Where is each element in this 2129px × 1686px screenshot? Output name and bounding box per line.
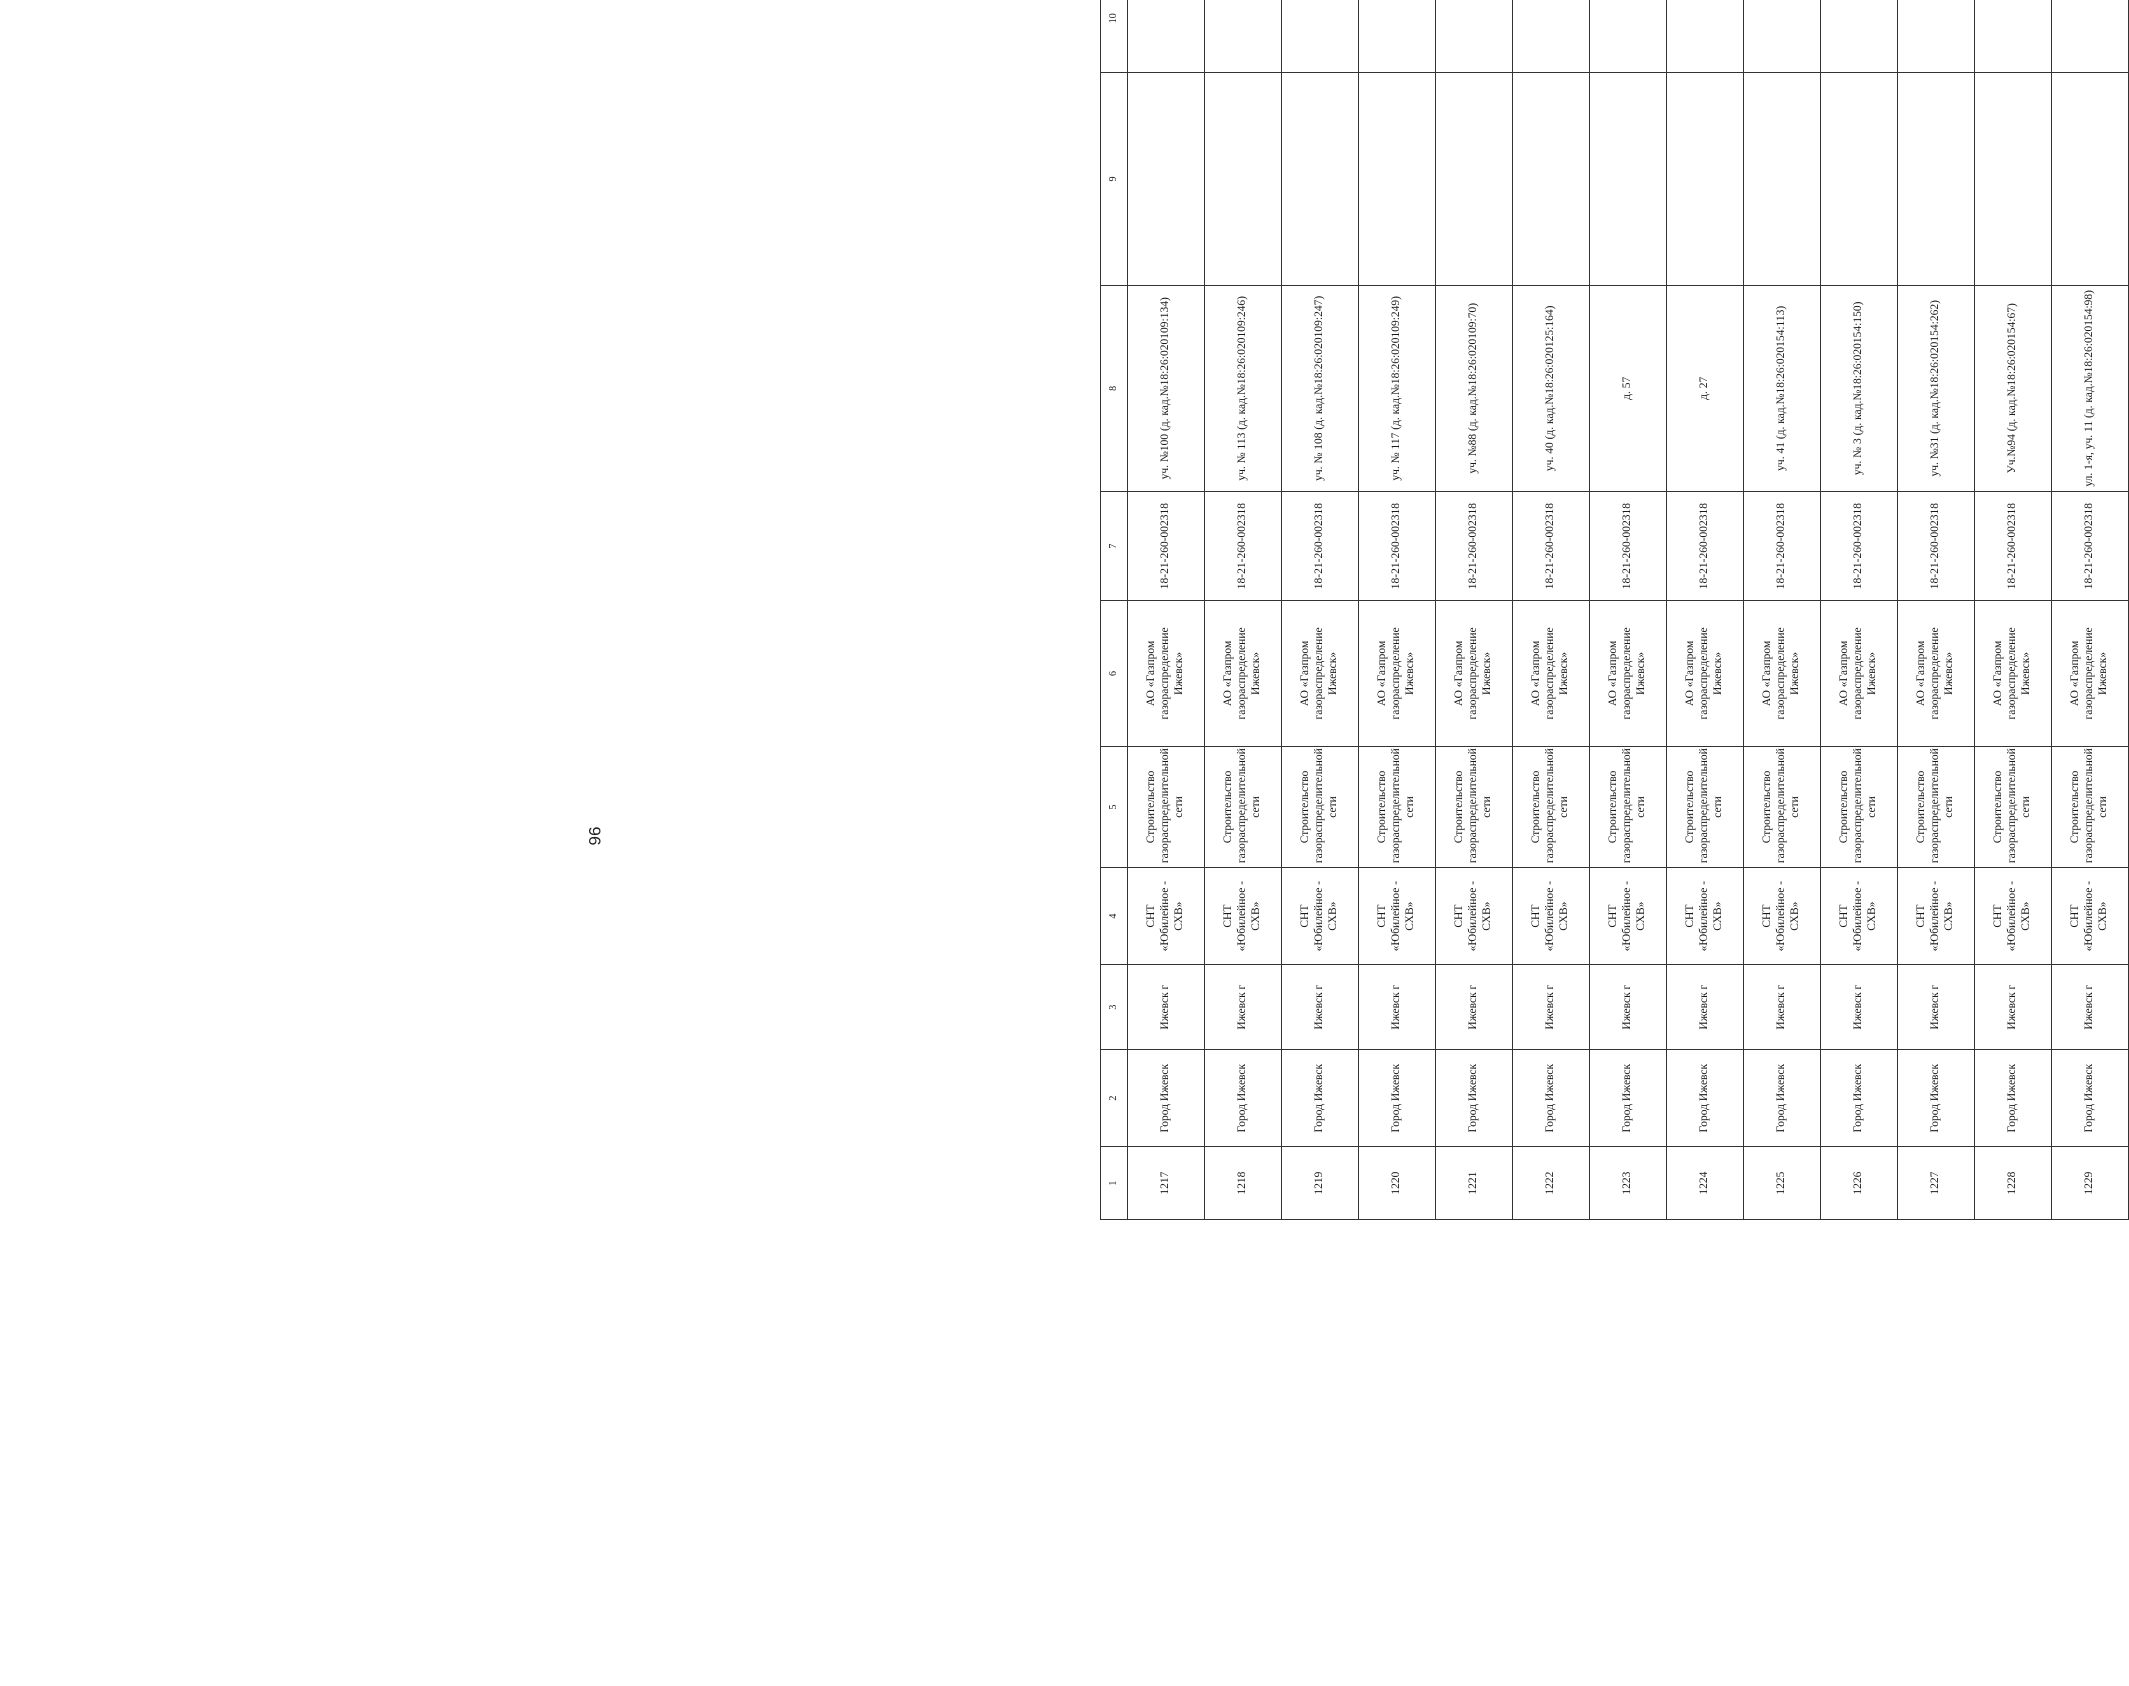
registry-code-cell: 18-21-260-002318 (1898, 491, 1975, 600)
column-number: 8 (1101, 285, 1128, 491)
address-cell: д. 27 (1667, 285, 1744, 491)
empty-cell-10 (2052, 0, 2129, 73)
work-type-cell: Строительство газораспределительной сети (1898, 746, 1975, 867)
municipality-cell: Город Ижевск (1513, 1050, 1590, 1147)
registry-code-cell: 18-21-260-002318 (1436, 491, 1513, 600)
address-cell: уч. №88 (д. кад.№18:26:020109:70) (1436, 285, 1513, 491)
column-number: 1 (1101, 1147, 1128, 1220)
work-type-cell: Строительство газораспределительной сети (1744, 746, 1821, 867)
table-row (1898, 0, 1975, 1220)
object-name-cell: СНТ «Юбилейное - СХВ» (1359, 868, 1436, 965)
organization-cell: АО «Газпром газораспределение Ижевск» (1128, 601, 1205, 747)
row-number-cell: 1228 (1975, 1147, 2052, 1220)
registry-code-cell: 18-21-260-002318 (1359, 491, 1436, 600)
column-number-row (1101, 0, 1128, 1220)
municipality-cell: Город Ижевск (1205, 1050, 1282, 1147)
table-row (1821, 0, 1898, 1220)
address-cell: уч. 40 (д. кад.№18:26:020125:164) (1513, 285, 1590, 491)
settlement-cell: Ижевск г (1513, 965, 1590, 1050)
work-type-cell: Строительство газораспределительной сети (1205, 746, 1282, 867)
municipality-cell: Город Ижевск (1359, 1050, 1436, 1147)
registry-code-cell: 18-21-260-002318 (2052, 491, 2129, 600)
object-name-cell: СНТ «Юбилейное - СХВ» (1898, 868, 1975, 965)
settlement-cell: Ижевск г (1821, 965, 1898, 1050)
column-number: 6 (1101, 601, 1128, 747)
table-row (1128, 0, 1205, 1220)
empty-cell-9 (1359, 73, 1436, 285)
organization-cell: АО «Газпром газораспределение Ижевск» (1513, 601, 1590, 747)
organization-cell: АО «Газпром газораспределение Ижевск» (1359, 601, 1436, 747)
object-name-cell: СНТ «Юбилейное - СХВ» (1744, 868, 1821, 965)
empty-cell-9 (1667, 73, 1744, 285)
registry-code-cell: 18-21-260-002318 (1821, 491, 1898, 600)
settlement-cell: Ижевск г (1744, 965, 1821, 1050)
column-number: 5 (1101, 746, 1128, 867)
object-name-cell: СНТ «Юбилейное - СХВ» (1590, 868, 1667, 965)
empty-cell-10 (1667, 0, 1744, 73)
work-type-cell: Строительство газораспределительной сети (1128, 746, 1205, 867)
organization-cell: АО «Газпром газораспределение Ижевск» (1975, 601, 2052, 747)
address-cell: д. 57 (1590, 285, 1667, 491)
table-row (1744, 0, 1821, 1220)
object-name-cell: СНТ «Юбилейное - СХВ» (1667, 868, 1744, 965)
row-number-cell: 1219 (1282, 1147, 1359, 1220)
registry-code-cell: 18-21-260-002318 (1590, 491, 1667, 600)
work-type-cell: Строительство газораспределительной сети (1513, 746, 1590, 867)
work-type-cell: Строительство газораспределительной сети (1282, 746, 1359, 867)
table-row (1590, 0, 1667, 1220)
table-body (1128, 0, 2129, 1220)
address-cell: уч. № 113 (д. кад.№18:26:020109:246) (1205, 285, 1282, 491)
table-row (2052, 0, 2129, 1220)
row-number-cell: 1224 (1667, 1147, 1744, 1220)
column-number: 7 (1101, 491, 1128, 600)
empty-cell-10 (1898, 0, 1975, 73)
address-cell: уч. №100 (д. кад.№18:26:020109:134) (1128, 285, 1205, 491)
table-row (1205, 0, 1282, 1220)
empty-cell-9 (1436, 73, 1513, 285)
empty-cell-9 (1744, 73, 1821, 285)
organization-cell: АО «Газпром газораспределение Ижевск» (1667, 601, 1744, 747)
municipality-cell: Город Ижевск (1282, 1050, 1359, 1147)
column-number: 9 (1101, 73, 1128, 285)
row-number-cell: 1220 (1359, 1147, 1436, 1220)
settlement-cell: Ижевск г (1359, 965, 1436, 1050)
organization-cell: АО «Газпром газораспределение Ижевск» (1282, 601, 1359, 747)
address-cell: уч. № 3 (д. кад.№18:26:020154:150) (1821, 285, 1898, 491)
settlement-cell: Ижевск г (1975, 965, 2052, 1050)
work-type-cell: Строительство газораспределительной сети (1821, 746, 1898, 867)
row-number-cell: 1226 (1821, 1147, 1898, 1220)
empty-cell-9 (2052, 73, 2129, 285)
column-number: 4 (1101, 868, 1128, 965)
table-row (1513, 0, 1590, 1220)
registry-code-cell: 18-21-260-002318 (1744, 491, 1821, 600)
empty-cell-9 (1513, 73, 1590, 285)
table-row (1667, 0, 1744, 1220)
municipality-cell: Город Ижевск (1590, 1050, 1667, 1147)
object-name-cell: СНТ «Юбилейное - СХВ» (1436, 868, 1513, 965)
registry-code-cell: 18-21-260-002318 (1205, 491, 1282, 600)
empty-cell-9 (1128, 73, 1205, 285)
organization-cell: АО «Газпром газораспределение Ижевск» (2052, 601, 2129, 747)
work-type-cell: Строительство газораспределительной сети (1590, 746, 1667, 867)
empty-cell-10 (1975, 0, 2052, 73)
empty-cell-10 (1282, 0, 1359, 73)
address-cell: уч. № 117 (д. кад.№18:26:020109:249) (1359, 285, 1436, 491)
empty-cell-10 (1359, 0, 1436, 73)
object-name-cell: СНТ «Юбилейное - СХВ» (1282, 868, 1359, 965)
work-type-cell: Строительство газораспределительной сети (1667, 746, 1744, 867)
municipality-cell: Город Ижевск (1975, 1050, 2052, 1147)
settlement-cell: Ижевск г (1590, 965, 1667, 1050)
registry-code-cell: 18-21-260-002318 (1128, 491, 1205, 600)
municipality-cell: Город Ижевск (1436, 1050, 1513, 1147)
object-name-cell: СНТ «Юбилейное - СХВ» (2052, 868, 2129, 965)
registry-code-cell: 18-21-260-002318 (1667, 491, 1744, 600)
settlement-cell: Ижевск г (1436, 965, 1513, 1050)
empty-cell-9 (1282, 73, 1359, 285)
registry-code-cell: 18-21-260-002318 (1282, 491, 1359, 600)
empty-cell-10 (1128, 0, 1205, 73)
column-number: 3 (1101, 965, 1128, 1050)
address-cell: ул. 1-я, уч. 11 (д. кад.№18:26:020154:98) (2052, 285, 2129, 491)
organization-cell: АО «Газпром газораспределение Ижевск» (1205, 601, 1282, 747)
object-name-cell: СНТ «Юбилейное - СХВ» (1975, 868, 2052, 965)
registry-code-cell: 18-21-260-002318 (1513, 491, 1590, 600)
empty-cell-10 (1590, 0, 1667, 73)
settlement-cell: Ижевск г (1667, 965, 1744, 1050)
registry-code-cell: 18-21-260-002318 (1975, 491, 2052, 600)
work-type-cell: Строительство газораспределительной сети (2052, 746, 2129, 867)
registry-table (1100, 0, 2129, 1220)
column-number: 2 (1101, 1050, 1128, 1147)
empty-cell-10 (1744, 0, 1821, 73)
municipality-cell: Город Ижевск (1667, 1050, 1744, 1147)
organization-cell: АО «Газпром газораспределение Ижевск» (1590, 601, 1667, 747)
settlement-cell: Ижевск г (1282, 965, 1359, 1050)
municipality-cell: Город Ижевск (1128, 1050, 1205, 1147)
object-name-cell: СНТ «Юбилейное - СХВ» (1128, 868, 1205, 965)
work-type-cell: Строительство газораспределительной сети (1436, 746, 1513, 867)
empty-cell-9 (1898, 73, 1975, 285)
empty-cell-9 (1821, 73, 1898, 285)
address-cell: Уч.№94 (д. кад.№18:26:020154:67) (1975, 285, 2052, 491)
municipality-cell: Город Ижевск (1744, 1050, 1821, 1147)
settlement-cell: Ижевск г (1898, 965, 1975, 1050)
municipality-cell: Город Ижевск (2052, 1050, 2129, 1147)
municipality-cell: Город Ижевск (1821, 1050, 1898, 1147)
table-row (1359, 0, 1436, 1220)
organization-cell: АО «Газпром газораспределение Ижевск» (1436, 601, 1513, 747)
organization-cell: АО «Газпром газораспределение Ижевск» (1821, 601, 1898, 747)
table-row (1436, 0, 1513, 1220)
empty-cell-10 (1205, 0, 1282, 73)
empty-cell-9 (1205, 73, 1282, 285)
work-type-cell: Строительство газораспределительной сети (1975, 746, 2052, 867)
empty-cell-9 (1975, 73, 2052, 285)
registry-table-container (1100, 0, 2109, 1220)
object-name-cell: СНТ «Юбилейное - СХВ» (1205, 868, 1282, 965)
empty-cell-9 (1590, 73, 1667, 285)
row-number-cell: 1218 (1205, 1147, 1282, 1220)
organization-cell: АО «Газпром газораспределение Ижевск» (1898, 601, 1975, 747)
row-number-cell: 1217 (1128, 1147, 1205, 1220)
object-name-cell: СНТ «Юбилейное - СХВ» (1821, 868, 1898, 965)
address-cell: уч. №31 (д. кад.№18:26:020154:262) (1898, 285, 1975, 491)
municipality-cell: Город Ижевск (1898, 1050, 1975, 1147)
organization-cell: АО «Газпром газораспределение Ижевск» (1744, 601, 1821, 747)
row-number-cell: 1227 (1898, 1147, 1975, 1220)
settlement-cell: Ижевск г (1205, 965, 1282, 1050)
settlement-cell: Ижевск г (1128, 965, 1205, 1050)
table-row (1282, 0, 1359, 1220)
row-number-cell: 1229 (2052, 1147, 2129, 1220)
row-number-cell: 1222 (1513, 1147, 1590, 1220)
work-type-cell: Строительство газораспределительной сети (1359, 746, 1436, 867)
row-number-cell: 1225 (1744, 1147, 1821, 1220)
settlement-cell: Ижевск г (2052, 965, 2129, 1050)
row-number-cell: 1221 (1436, 1147, 1513, 1220)
row-number-cell: 1223 (1590, 1147, 1667, 1220)
address-cell: уч. № 108 (д. кад.№18:26:020109:247) (1282, 285, 1359, 491)
empty-cell-10 (1821, 0, 1898, 73)
address-cell: уч. 41 (д. кад.№18:26:020154:113) (1744, 285, 1821, 491)
empty-cell-10 (1436, 0, 1513, 73)
column-number: 10 (1101, 0, 1128, 73)
table-row (1975, 0, 2052, 1220)
object-name-cell: СНТ «Юбилейное - СХВ» (1513, 868, 1590, 965)
empty-cell-10 (1513, 0, 1590, 73)
page-number: 96 (585, 826, 605, 846)
